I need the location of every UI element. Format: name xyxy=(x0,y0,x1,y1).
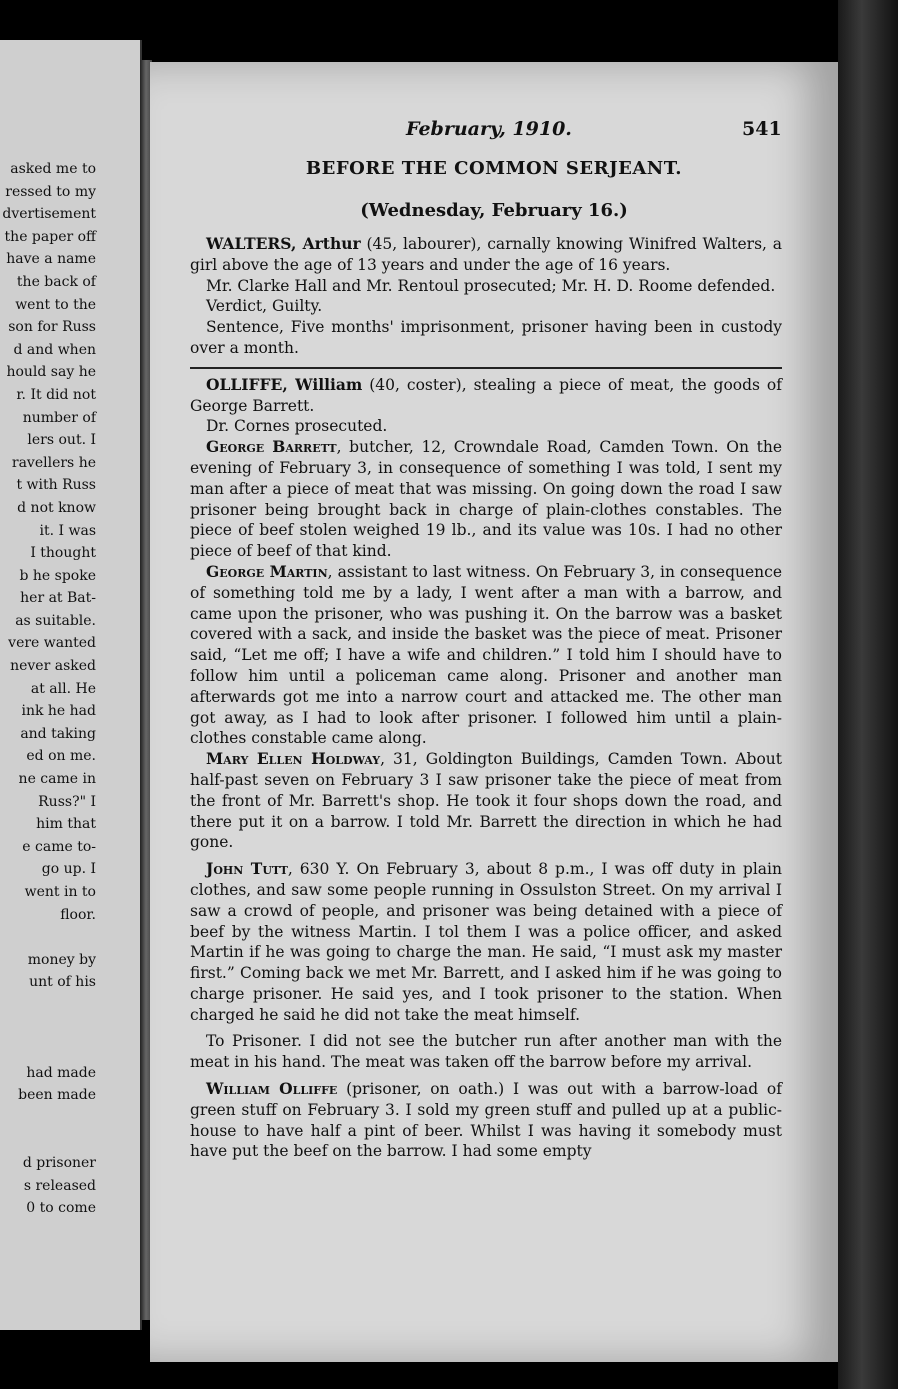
facing-page-line xyxy=(1,1017,96,1040)
facing-page-line: floor. xyxy=(60,906,96,923)
facing-page-line: son for Russ xyxy=(8,319,96,336)
charge-text: (45, labourer), carnally knowing Winifred Walters, a girl above the age of 13 years and under the age of 16 years. xyxy=(190,235,783,274)
facing-page-line: ressed to my xyxy=(5,183,96,200)
testimony-text: , 31, Goldington Buildings, Camden Town. About half-past seven on February 3 I saw prisoner take the piece of meat from the front of Mr. Barrett's shop. He took it four shops down the road, and there put it on a barrow. I told Mr. Barrett the direction in which he had gone. xyxy=(190,750,782,852)
facing-page-line: asked me to xyxy=(10,161,96,177)
facing-page-line: ravellers he xyxy=(11,454,96,471)
facing-page-line: 0 to come xyxy=(26,1200,96,1217)
testimony-text: (prisoner, on oath.) I was out with a barrow-load of green stuff on February 3. I sold my green stuff and pulled up at a public-house to have half a pint of beer. Whilst I was having it somebody must have put the beef on the barrow. I had some empty xyxy=(190,1080,782,1161)
facing-page-line: went in to xyxy=(24,884,96,900)
facing-page-line: ink he had xyxy=(21,703,96,720)
facing-page-line: d not know xyxy=(17,499,96,516)
verdict-line: Verdict, Guilty. xyxy=(206,297,323,316)
facing-page-line: t with Russ xyxy=(16,477,96,494)
charge-text: (40, coster), stealing a piece of meat, the goods of George Barrett. xyxy=(190,375,782,415)
scan-edge xyxy=(838,0,898,1389)
facing-page-line: e came to- xyxy=(22,838,96,855)
facing-page-line: dvertisement xyxy=(2,206,96,223)
witness-testimony xyxy=(190,749,782,853)
facing-page-line: unt of his xyxy=(29,974,96,991)
testimony-text: , assistant to last witness. On February 3, in consequence of something told me by a lady, I went after a man with a barrow, and came upon the prisoner, who was pushing it. On the barrow was a basket covered with a sack, and inside the basket was the piece of meat. Prisoner said, “Let me off; I have a wife and children.” I told him I should have to follow him until a policeman came along. Prisoner and another man afterwards got me into a narrow court and attacked me. The other man got away, as I had to look after prisoner. I followed him until a plain-clothes constable came along. xyxy=(190,562,783,748)
running-head: February, 1910. xyxy=(406,118,572,140)
facing-page-line: number of xyxy=(22,409,96,426)
facing-page-line: have a name xyxy=(6,251,96,268)
facing-page-line: money by xyxy=(27,951,96,968)
sentence-line: Sentence, Five months' imprisonment, prisoner having been in custody over a month. xyxy=(190,318,782,357)
witness-testimony xyxy=(190,562,782,749)
witness-testimony xyxy=(190,859,782,1025)
facing-page-line: lers out. I xyxy=(27,432,96,449)
facing-page-line: Russ?" I xyxy=(38,793,96,810)
facing-page-line: been made xyxy=(18,1087,96,1104)
facing-page-line: had made xyxy=(26,1064,96,1081)
case-divider xyxy=(190,367,782,369)
facing-page-line: s released xyxy=(23,1177,96,1194)
facing-page-line: hould say he xyxy=(6,364,96,381)
facing-page-line: went to the xyxy=(15,296,96,313)
facing-page-line: the back of xyxy=(16,273,96,290)
defendant-name: WALTERS, Arthur xyxy=(206,234,361,253)
facing-page-line: at all. He xyxy=(30,680,96,697)
facing-page-line: ne came in xyxy=(18,771,96,788)
facing-page-line: go up. I xyxy=(41,861,96,878)
facing-page-line: the paper off xyxy=(4,228,96,245)
facing-page-line: d and when xyxy=(13,341,96,358)
facing-page-line: as suitable. xyxy=(15,612,96,629)
page-number: 541 xyxy=(742,118,782,140)
witness-testimony xyxy=(190,437,782,562)
facing-page-line: r. It did not xyxy=(16,386,96,403)
testimony-text: , butcher, 12, Crowndale Road, Camden Town. On the evening of February 3, in consequence of something I was told, I sent my man after a piece of meat that was missing. On going down the road I saw prisoner being brought back in charge of plain-clothes constables. The piece of beef stolen weighed 19 lb., and its value was 10s. I had no other piece of beef of that kind. xyxy=(190,438,782,561)
facing-page-line: never asked xyxy=(10,658,96,675)
court-heading: BEFORE THE COMMON SERJEANT. xyxy=(305,158,683,179)
facing-page-line: b he spoke xyxy=(19,567,96,584)
facing-page-line xyxy=(1,994,96,1017)
counsel-line: Mr. Clarke Hall and Mr. Rentoul prosecuted; Mr. H. D. Roome defended. xyxy=(206,276,776,295)
defendant-name: OLLIFFE, William xyxy=(206,374,363,394)
facing-page-line: I thought xyxy=(30,545,96,562)
page-header xyxy=(150,118,838,148)
facing-page-line: ed on me. xyxy=(26,748,96,765)
witness-name: Mary Ellen Holdway xyxy=(206,749,381,769)
case-title xyxy=(190,234,782,276)
facing-page-line: it. I was xyxy=(39,522,96,539)
defendant-testimony xyxy=(190,1079,782,1162)
facing-page xyxy=(0,40,142,1330)
facing-page-line xyxy=(1,1130,96,1153)
cross-examination: To Prisoner. I did not see the butcher run after another man with the meat in his hand. The meat was taken off the barrow before my arrival. xyxy=(190,1032,782,1072)
date-heading: (Wednesday, February 16.) xyxy=(360,200,628,221)
case-title xyxy=(190,375,782,417)
facing-page-line: d prisoner xyxy=(22,1155,96,1172)
witness-name: George Martin xyxy=(206,561,328,581)
page-body xyxy=(190,234,782,1162)
facing-page-line xyxy=(1,1107,96,1130)
facing-page-text xyxy=(1,158,96,1220)
facing-page-line xyxy=(1,1039,96,1062)
facing-page-line: vere wanted xyxy=(8,635,96,652)
facing-page-line: and taking xyxy=(20,725,96,742)
facing-page-line: her at Bat- xyxy=(20,590,96,607)
page xyxy=(150,62,838,1362)
witness-name: George Barrett xyxy=(206,437,337,457)
witness-name: William Olliffe xyxy=(206,1079,338,1099)
facing-page-line: him that xyxy=(36,816,96,833)
counsel-line: Dr. Cornes prosecuted. xyxy=(206,417,388,436)
witness-name: John Tutt xyxy=(206,859,288,879)
facing-page-line xyxy=(1,926,96,949)
testimony-text: , 630 Y. On February 3, about 8 p.m., I was off duty in plain clothes, and saw some people running in Ossulston Street. On my arrival I saw a crowd of people, and prisoner was being detained with a piece of beef by the witness Martin. I tol them I was a police officer, and asked Martin if he was going to charge the man. He said, “I must ask my master first.” Coming back we met Mr. Barrett, and I asked him if he was going to charge prisoner. He said yes, and I took prisoner to the station. When charged he said he did not take the meat himself. xyxy=(190,860,782,1024)
